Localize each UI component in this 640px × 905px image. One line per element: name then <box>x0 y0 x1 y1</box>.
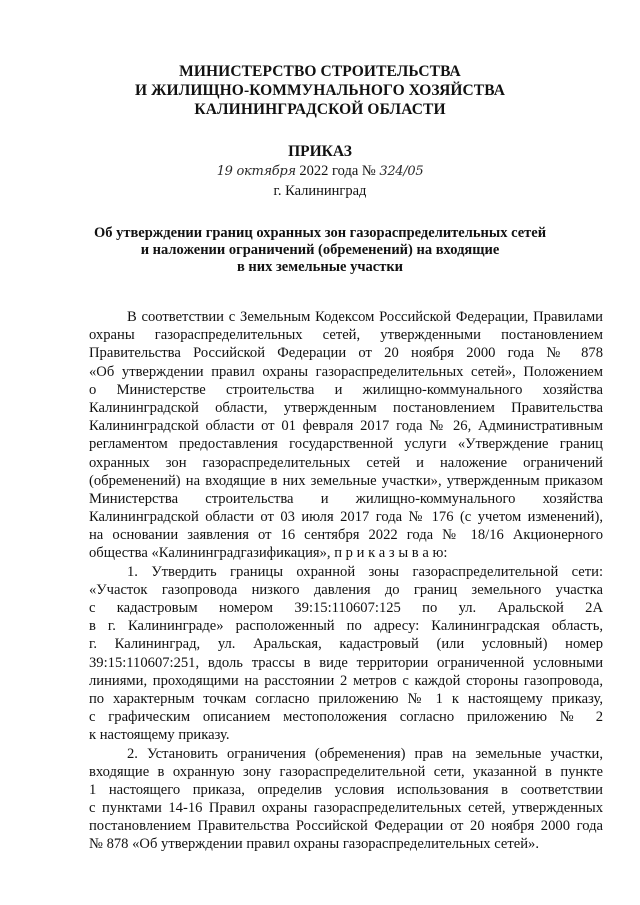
body-line: 39:15:110607:251, вдоль трассы в виде территории ограниченной условными <box>89 654 603 671</box>
body-line: в г. Калининграде» расположенный по адресу: Калининградская область, <box>89 618 603 635</box>
ministry-name <box>0 62 640 119</box>
body-line: Калининградской области от 03 июля 2017 года № 176 (с учетом изменений), <box>89 509 603 526</box>
body-line: охранных зон газораспределительных сетей и наложение ограничений <box>89 454 603 471</box>
ministry-line: И ЖИЛИЩНО-КОММУНАЛЬНОГО ХОЗЯЙСТВА <box>134 82 506 99</box>
body-line: к настоящему приказу. <box>89 727 230 744</box>
subject-line: Об утверждении границ охранных зон газораспределительных сетей <box>93 225 547 241</box>
body-line: 1. Утвердить границы охранной зоны газораспределительной сети: <box>127 563 603 580</box>
order-date-line <box>0 161 640 182</box>
body-line: «Участок газопровода низкого давления до границ земельного участка <box>89 581 603 598</box>
order-subject <box>0 225 640 276</box>
handwritten-date: 19 октября <box>216 164 296 179</box>
body-line: Министерства строительства и жилищно-коммунального хозяйства <box>89 490 603 507</box>
body-line: линиями, проходящими на расстоянии 2 метров с каждой стороны газопровода, <box>89 672 603 689</box>
printed-year-number: 2022 года № <box>299 163 376 179</box>
body-line: с кадастровым номером 39:15:110607:125 по ул. Аральской 2А <box>89 600 603 616</box>
document-type-title: ПРИКАЗ <box>288 143 352 160</box>
body-line: по характерным точкам согласно приложению № 1 к настоящему приказу, <box>89 690 603 707</box>
body-line: № 878 «Об утверждении правил охраны газораспределительных сетей». <box>89 836 539 853</box>
body-line: с графическим описанием местоположения согласно приложению № 2 <box>89 709 603 726</box>
body-line: (обременений) на входящие в них земельные участки», утвержденным приказом <box>89 472 603 489</box>
body-line: Правительства Российской Федерации от 20 ноября 2000 года № 878 <box>89 345 603 362</box>
subject-line: и наложении ограничений (обременений) на входящие <box>140 242 500 258</box>
body-line: регламентом предоставления государственной услуги «Утверждение границ <box>89 436 603 453</box>
body-line: г. Калининград, ул. Аральская, кадастровый (или условный) номер <box>89 636 603 653</box>
handwritten-order-number: 324/05 <box>379 164 424 179</box>
ministry-line: МИНИСТЕРСТВО СТРОИТЕЛЬСТВА <box>179 63 461 80</box>
body-line: о Министерстве строительства и жилищно-коммунального хозяйства <box>89 381 603 398</box>
body-line: с пунктами 14-16 Правил охраны газораспределительных сетей, утвержденных <box>89 800 603 817</box>
body-line: 1 настоящего приказа, определив условия использования в соответствии <box>89 781 603 798</box>
ministry-line: КАЛИНИНГРАДСКОЙ ОБЛАСТИ <box>194 101 446 118</box>
body-line: охраны газораспределительных сетей, утвержденными постановлением <box>89 327 603 344</box>
body-line: Калининградской области от 01 февраля 2017 года № 26, Административным <box>89 418 603 435</box>
subject-line: в них земельные участки <box>236 259 404 275</box>
body-line: «Об утверждении правил охраны газораспределительных сетей», Положением <box>89 363 603 380</box>
body-line: общества «Калининградгазификация», п р и к а з ы в а ю: <box>89 545 448 562</box>
body-line: входящие в охранную зону газораспределительной сети, указанной в пункте <box>89 763 603 780</box>
body-line: В соответствии с Земельным Кодексом Российской Федерации, Правилами <box>127 309 603 325</box>
body-line: Калининградской области, утвержденным постановлением Правительства <box>89 399 603 416</box>
city-line: г. Калининград <box>273 183 367 199</box>
body-line: постановлением Правительства Российской Федерации от 20 ноября 2000 года <box>89 818 603 835</box>
body-line: 2. Установить ограничения (обременения) прав на земельные участки, <box>127 745 603 762</box>
body-line: на основании заявления от 16 сентября 2022 года № 18/16 Акционерного <box>89 527 603 544</box>
order-body-text <box>89 308 603 854</box>
